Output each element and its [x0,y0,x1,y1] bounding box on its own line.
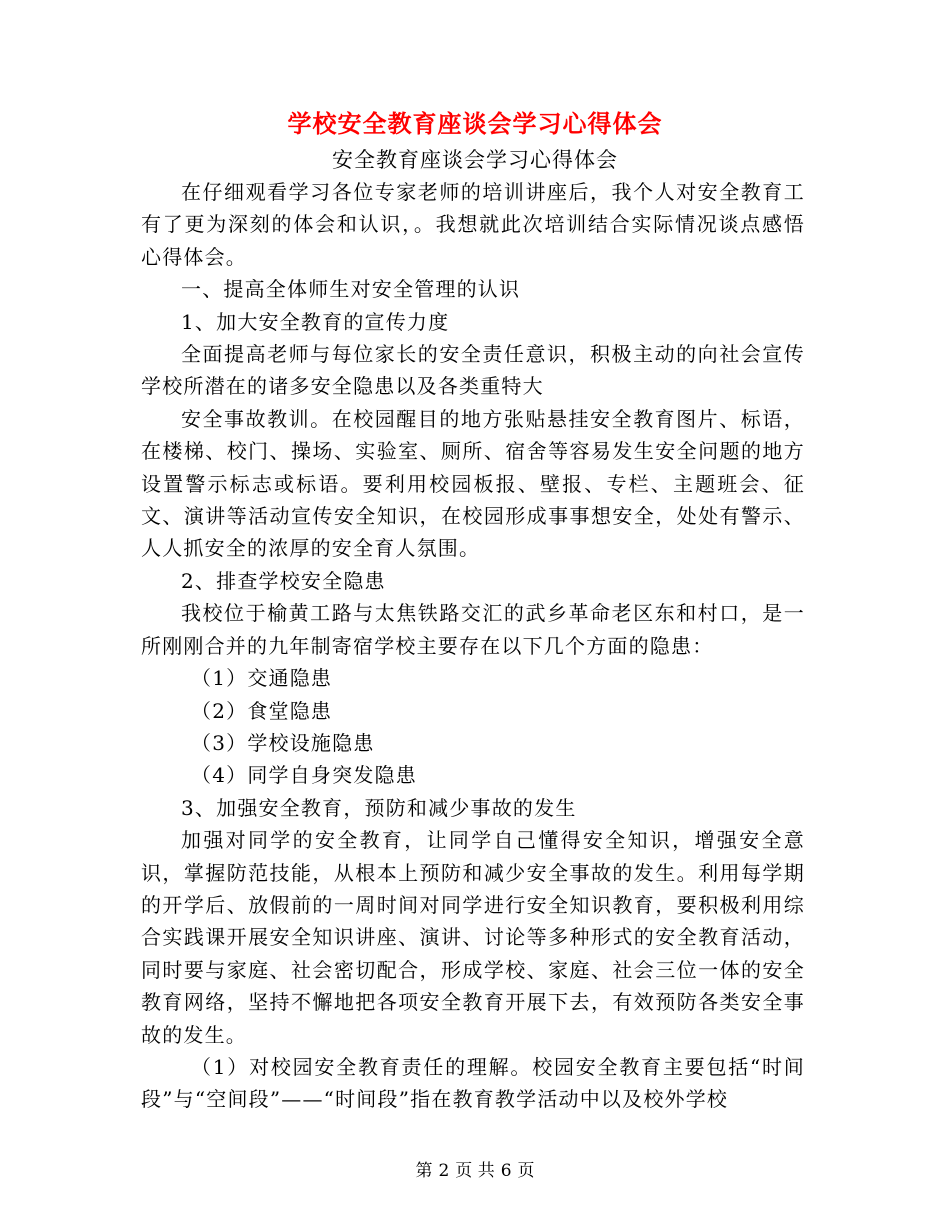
list-item-canteen: （2）食堂隐患 [191,698,333,723]
document-subtitle: 安全教育座谈会学习心得体会 [332,148,618,172]
paragraph-publicity: 全面提高老师与每位家长的安全责任意识，积极主动的向社会宣传学校所潜在的诸多安全隐患以及各类重特大 [141,342,805,399]
subsection-heading-1-1: 1、加大安全教育的宣传力度 [181,309,450,334]
subsection-heading-1-3: 3、加强安全教育，预防和减少事故的发生 [181,795,577,820]
list-item-facilities: （3）学校设施隐患 [191,730,375,755]
paragraph-safety-education: 加强对同学的安全教育，让同学自己懂得安全知识，增强安全意识，掌握防范技能，从根本上预防和减少安全事故的发生。利用每学期的开学后、放假前的一周时间对同学进行安全知识教育，要积极利用综合实践课开展安全知识讲座、演讲、讨论等多种形式的安全教育活动，同时要与家庭、社会密切配合，形成学校、家庭、社会三位一体的安全教育网络，坚持不懈地把各项安全教育开展下去，有效预防各类安全事故的发生。 [141,828,805,1047]
list-item-student-emergency: （4）同学自身突发隐患 [191,763,417,788]
footer-prefix: 第 [415,1161,433,1181]
section-heading-1: 一、提高全体师生对安全管理的认识 [181,277,521,302]
paragraph-intro: 在仔细观看学习各位专家老师的培训讲座后，我个人对安全教育工有了更为深刻的体会和认识，。我想就此次培训结合实际情况谈点感悟心得体会。 [141,180,805,269]
list-item-traffic: （1）交通隐患 [191,666,333,691]
current-page-number: 2 [438,1161,450,1181]
paragraph-accident-lessons: 安全事故教训。在校园醒目的地方张贴悬挂安全教育图片、标语，在楼梯、校门、操场、实验室、厕所、宿舍等容易发生安全问题的地方设置警示标志或标语。要利用校园板报、壁报、专栏、主题班会、征文、演讲等活动宣传安全知识，在校园形成事事想安全，处处有警示、人人抓安全的浓厚的安全育人氛围。 [141,406,805,561]
page-footer [0,1159,950,1183]
paragraph-responsibility: （1）对校园安全教育责任的理解。校园安全教育主要包括“时间段”与“空间段”——“时间段”指在教育教学活动中以及校外学校 [141,1054,805,1112]
footer-middle: 页 共 [455,1161,495,1181]
document-title: 学校安全教育座谈会学习心得体会 [287,109,663,138]
paragraph-school-location: 我校位于榆黄工路与太焦铁路交汇的武乡革命老区东和村口，是一所刚刚合并的九年制寄宿学校主要存在以下几个方面的隐患： [141,601,805,658]
total-pages-number: 6 [500,1161,512,1181]
document-body [141,176,805,1116]
subsection-heading-1-2: 2、排查学校安全隐患 [181,568,386,593]
footer-suffix: 页 [517,1161,535,1181]
